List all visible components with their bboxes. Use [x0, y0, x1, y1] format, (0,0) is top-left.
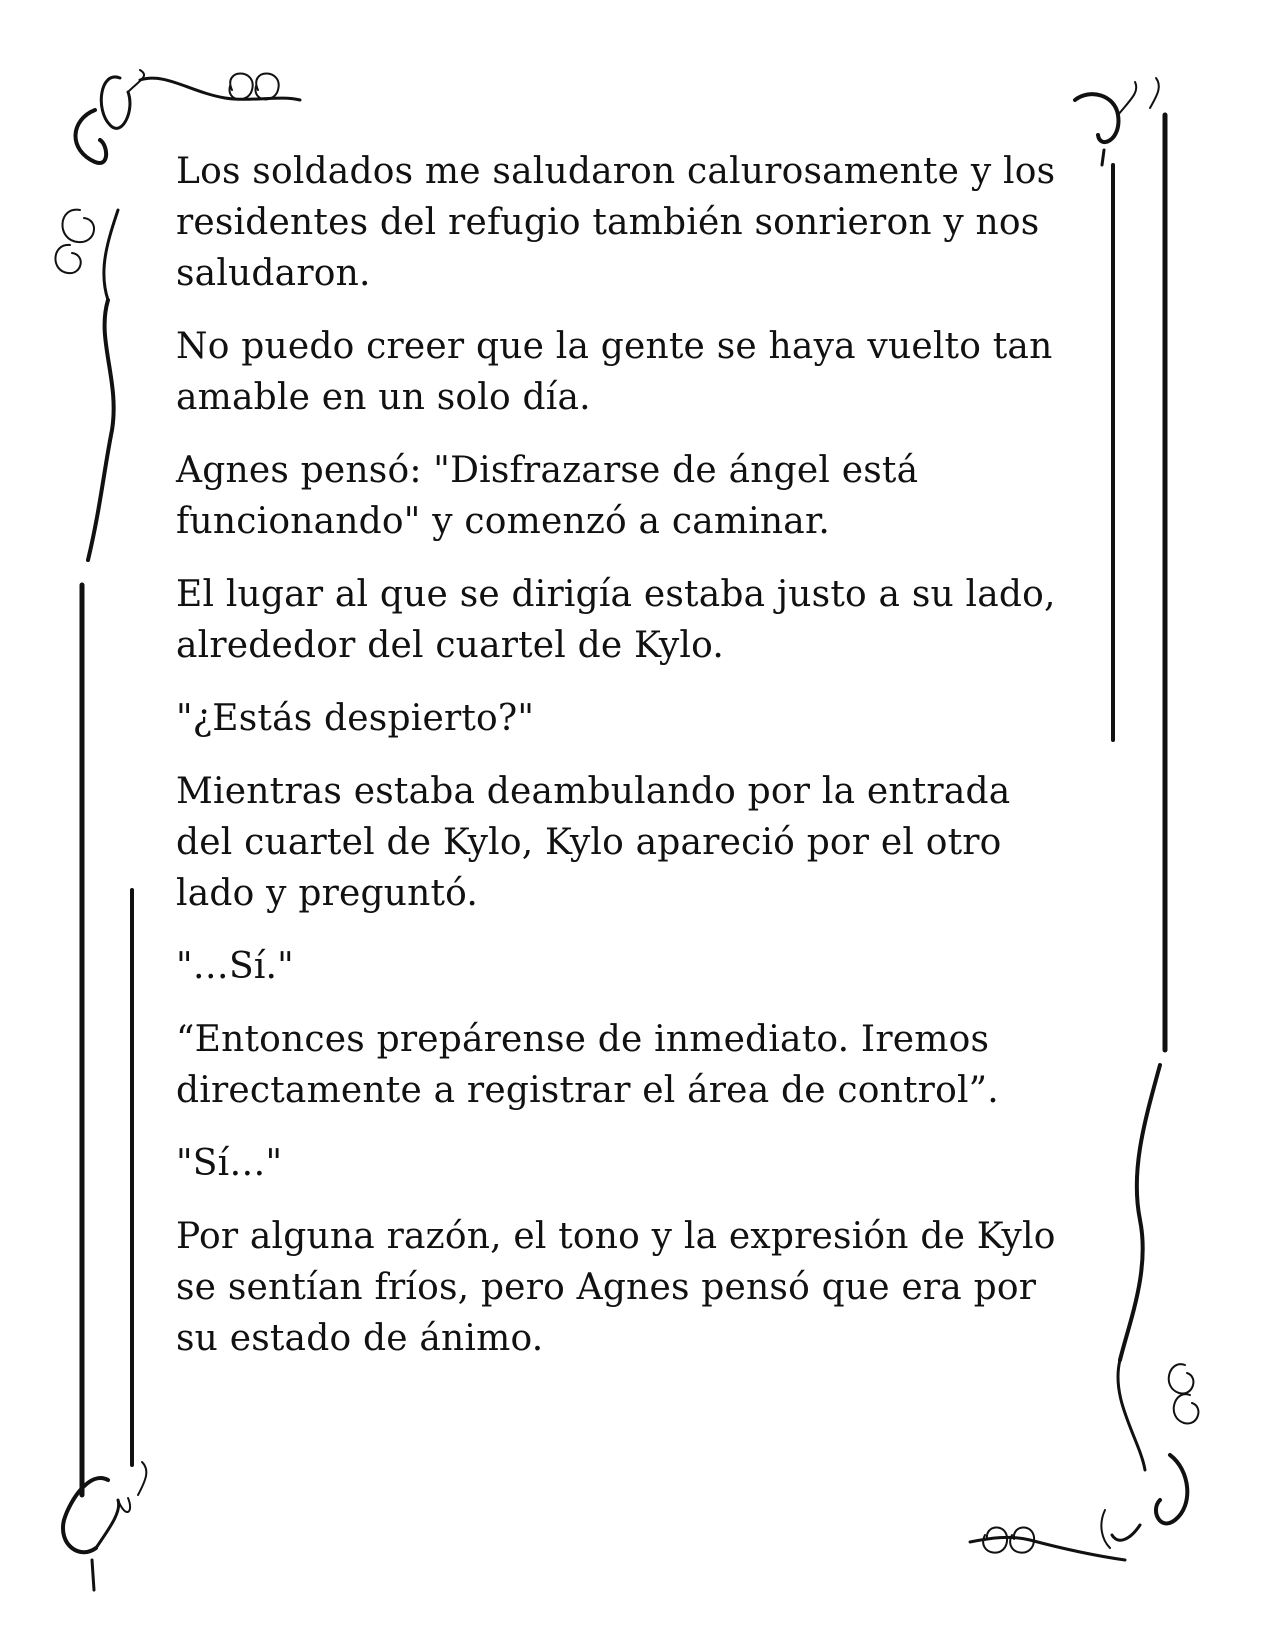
bottom-left-flourish [63, 1462, 146, 1590]
paragraph-4: El lugar al que se dirigía estaba justo a su lado, alrededor del cuartel de Kylo. [176, 574, 1056, 666]
paragraph-2: No puedo creer que la gente se haya vuelto tan amable en un solo día. [176, 326, 1053, 418]
paragraph-1: Los soldados me saludaron calurosamente y los residentes del refugio también sonrieron y nos saludaron. [176, 151, 1056, 294]
paragraph-9: "Sí…" [176, 1143, 283, 1184]
paragraph-10: Por alguna razón, el tono y la expresión de Kylo se sentían fríos, pero Agnes pensó que era por su estado de ánimo. [176, 1216, 1056, 1359]
paragraph-8: “Entonces prepárense de inmediato. Iremos directamente a registrar el área de control”. [176, 1019, 999, 1111]
paragraph-3: Agnes pensó: "Disfrazarse de ángel está funcionando" y comenzó a caminar. [176, 450, 919, 542]
paragraph-5: "¿Estás despierto?" [176, 698, 535, 739]
story-text [176, 146, 1106, 1386]
paragraph-7: "…Sí." [176, 946, 294, 987]
paragraph-6: Mientras estaba deambulando por la entrada del cuartel de Kylo, Kylo apareció por el otro lado y preguntó. [176, 771, 1011, 914]
